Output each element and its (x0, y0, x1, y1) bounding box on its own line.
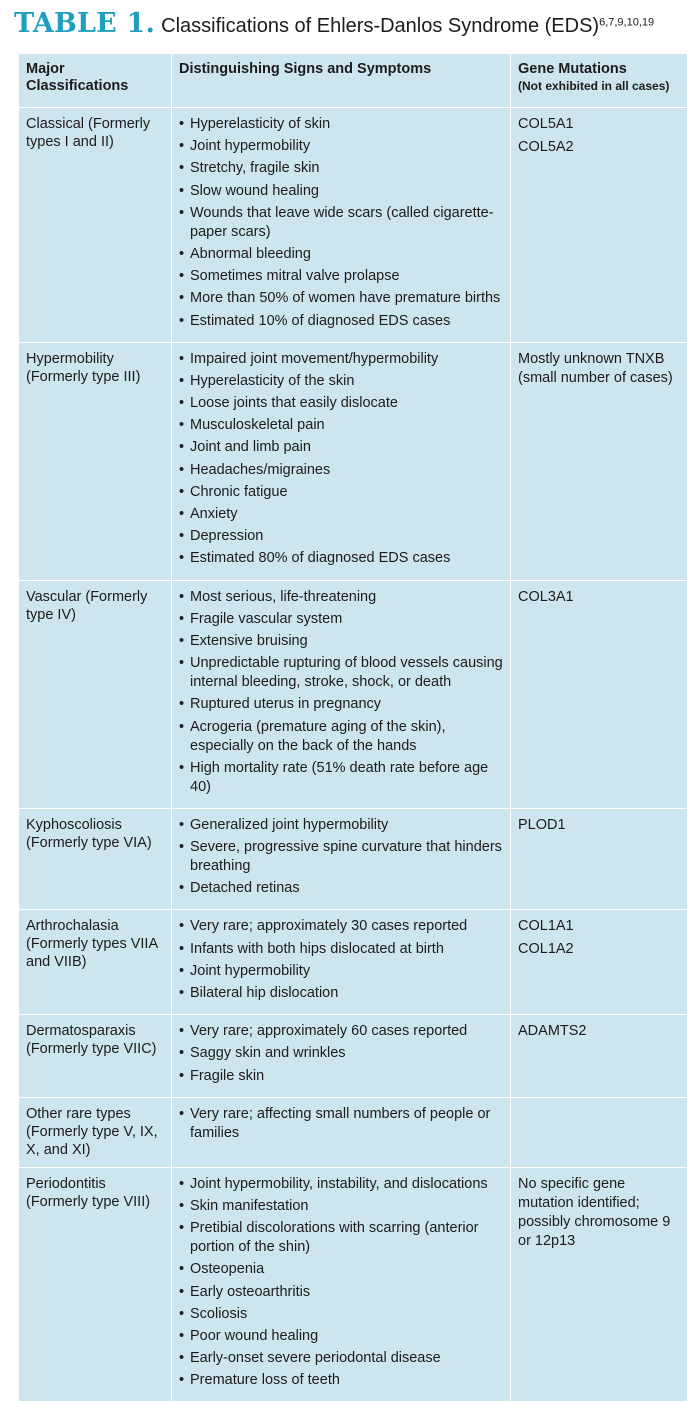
classification-cell: Vascular (Formerly type IV) (19, 580, 172, 808)
table-row (19, 1097, 688, 1167)
classification-cell: Classical (Formerly types I and II) (19, 108, 172, 343)
gene-mutations-cell (511, 808, 688, 910)
reference-superscript: 6,7,9,10,19 (599, 16, 655, 29)
symptom-item: • Estimated 10% of diagnosed EDS cases (179, 312, 503, 331)
symptom-item: • Wounds that leave wide scars (called cigarette-paper scars) (179, 204, 503, 242)
symptom-item: • Pretibial discolorations with scarring (anterior portion of the shin) (179, 1219, 503, 1257)
symptom-item: • Slow wound healing (179, 182, 503, 201)
symptom-list (179, 588, 503, 797)
symptom-list (179, 1022, 503, 1085)
symptom-item: • Fragile skin (179, 1067, 503, 1086)
table-body (19, 108, 688, 1402)
gene-mutations-cell (511, 108, 688, 343)
gene-mutations-cell (511, 342, 688, 580)
symptom-item: • Saggy skin and wrinkles (179, 1044, 503, 1063)
gene-name: COL5A1 (518, 116, 574, 132)
gene-mutations-cell (511, 1015, 688, 1098)
header-major-classifications: Major Classifications (19, 54, 172, 108)
classification-cell: Hypermobility (Formerly type III) (19, 342, 172, 580)
symptom-list (179, 1105, 503, 1143)
header-gene-mutations (511, 54, 688, 108)
symptoms-cell (172, 808, 511, 910)
symptom-item: • Detached retinas (179, 879, 503, 898)
symptom-list (179, 115, 503, 331)
gene-name: ADAMTS2 (518, 1023, 587, 1040)
gene-name: Mostly unknown TNXB (small number of cases) (518, 350, 673, 386)
gene-mutations-cell (511, 910, 688, 1015)
symptom-item: • Hyperelasticity of skin (179, 115, 503, 134)
gene-name: COL1A1 (518, 918, 574, 935)
gene-name: COL5A2 (518, 139, 574, 155)
symptoms-cell (172, 1015, 511, 1098)
symptom-list (179, 917, 503, 1003)
symptom-list (179, 816, 503, 898)
classification-cell: Periodontitis (Formerly type VIII) (19, 1167, 172, 1402)
symptoms-cell (172, 1097, 511, 1167)
gene-mutations-cell (511, 580, 688, 808)
symptom-item: • Sometimes mitral valve prolapse (179, 267, 503, 286)
symptom-item: • Early osteoarthritis (179, 1283, 503, 1302)
symptom-item: • Very rare; approximately 60 cases reported (179, 1022, 503, 1041)
symptom-item: • Ruptured uterus in pregnancy (179, 695, 503, 714)
symptom-item: • Osteopenia (179, 1260, 503, 1279)
gene-name: No specific gene mutation identified; possibly chromosome 9 or 12p13 (518, 1175, 671, 1249)
gene-name: COL1A2 (518, 941, 574, 958)
symptom-item: • Unpredictable rupturing of blood vessels causing internal bleeding, stroke, shock, or death (179, 654, 503, 692)
symptom-item: • Scoliosis (179, 1305, 503, 1324)
symptoms-cell (172, 108, 511, 343)
symptom-item: • High mortality rate (51% death rate before age 40) (179, 759, 503, 797)
symptom-item: • Anxiety (179, 505, 503, 524)
table-number: TABLE 1. (14, 8, 156, 39)
symptom-item: • Most serious, life-threatening (179, 588, 503, 607)
gene-mutations-cell (511, 1097, 688, 1167)
symptom-item: • Loose joints that easily dislocate (179, 394, 503, 413)
header-gene-mutations-label: Gene Mutations (518, 61, 627, 77)
table-row (19, 1167, 688, 1402)
header-signs-symptoms: Distinguishing Signs and Symptoms (172, 54, 511, 108)
symptom-item: • Early-onset severe periodontal disease (179, 1349, 503, 1368)
symptom-item: • Impaired joint movement/hypermobility (179, 350, 503, 369)
symptom-item: • Depression (179, 527, 503, 546)
symptom-list (179, 350, 503, 569)
eds-classification-table (18, 53, 688, 1402)
symptom-item: • Hyperelasticity of the skin (179, 372, 503, 391)
classification-cell: Kyphoscoliosis (Formerly type VIA) (19, 808, 172, 910)
table-title (14, 8, 692, 50)
table-row (19, 342, 688, 580)
symptom-item: • Poor wound healing (179, 1327, 503, 1346)
symptom-item: • Very rare; affecting small numbers of people or families (179, 1105, 503, 1143)
symptom-list (179, 1175, 503, 1391)
symptom-item: • Premature loss of teeth (179, 1371, 503, 1390)
header-gene-mutations-note: (Not exhibited in all cases) (518, 79, 670, 93)
symptom-item: • Skin manifestation (179, 1197, 503, 1216)
symptoms-cell (172, 910, 511, 1015)
table-caption: Classifications of Ehlers-Danlos Syndrome (EDS) (161, 15, 600, 37)
symptom-item: • Fragile vascular system (179, 610, 503, 629)
table-row (19, 108, 688, 343)
symptom-item: • Stretchy, fragile skin (179, 159, 503, 178)
table-row (19, 910, 688, 1015)
symptom-item: • Headaches/migraines (179, 461, 503, 480)
symptom-item: • Acrogeria (premature aging of the skin), especially on the back of the hands (179, 718, 503, 756)
classification-cell: Arthrochalasia (Formerly types VIIA and VIIB) (19, 910, 172, 1015)
symptom-item: • Infants with both hips dislocated at birth (179, 940, 503, 959)
symptom-item: • Joint hypermobility (179, 962, 503, 981)
symptom-item: • Severe, progressive spine curvature that hinders breathing (179, 838, 503, 876)
symptom-item: • Joint hypermobility, instability, and dislocations (179, 1175, 503, 1194)
symptom-item: • More than 50% of women have premature births (179, 289, 503, 308)
gene-mutations-cell (511, 1167, 688, 1402)
symptoms-cell (172, 580, 511, 808)
symptoms-cell (172, 342, 511, 580)
symptom-item: • Generalized joint hypermobility (179, 816, 503, 835)
table-row (19, 1015, 688, 1098)
symptoms-cell (172, 1167, 511, 1402)
table-row (19, 580, 688, 808)
gene-name: PLOD1 (518, 816, 566, 833)
symptom-item: • Extensive bruising (179, 632, 503, 651)
header-row (19, 54, 688, 108)
symptom-item: • Bilateral hip dislocation (179, 984, 503, 1003)
symptom-item: • Abnormal bleeding (179, 245, 503, 264)
gene-name: COL3A1 (518, 588, 574, 605)
symptom-item: • Joint and limb pain (179, 438, 503, 457)
symptom-item: • Estimated 80% of diagnosed EDS cases (179, 549, 503, 568)
classification-cell: Dermatosparaxis (Formerly type VIIC) (19, 1015, 172, 1098)
symptom-item: • Very rare; approximately 30 cases reported (179, 917, 503, 936)
classification-cell: Other rare types (Formerly type V, IX, X, and XI) (19, 1097, 172, 1167)
symptom-item: • Chronic fatigue (179, 483, 503, 502)
table-row (19, 808, 688, 910)
symptom-item: • Joint hypermobility (179, 137, 503, 156)
symptom-item: • Musculoskeletal pain (179, 416, 503, 435)
